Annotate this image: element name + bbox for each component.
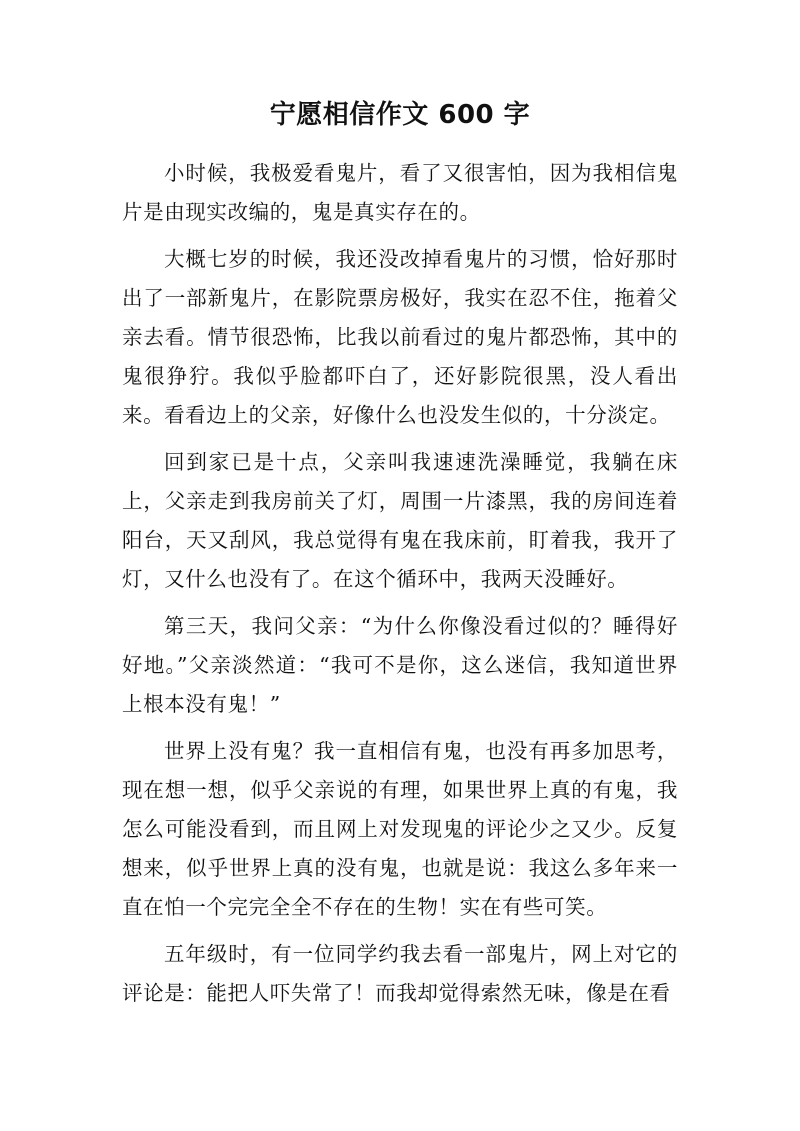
paragraph-2: 大概七岁的时候，我还没改掉看鬼片的习惯，恰好那时出了一部新鬼片，在影院票房极好，我实在忍不住，拖着父亲去看。情节很恐怖，比我以前看过的鬼片都恐怖，其中的鬼很狰狞。我似乎脸都吓白了，还好影院很黑，没人看出来。看看边上的父亲，好像什么也没发生似的，十分淡定。 <box>122 247 678 427</box>
paragraph-6: 五年级时，有一位同学约我去看一部鬼片，网上对它的评论是：能把人吓失常了！而我却觉得索然无味，像是在看 <box>122 942 678 1005</box>
paragraph-1: 小时候，我极爱看鬼片，看了又很害怕，因为我相信鬼片是由现实改编的，鬼是真实存在的。 <box>122 161 678 224</box>
paragraph-5: 世界上没有鬼？我一直相信有鬼，也没有再多加思考，现在想一想，似乎父亲说的有理，如果世界上真的有鬼，我怎么可能没看到，而且网上对发现鬼的评论少之又少。反复想来，似乎世界上真的没有鬼，也就是说：我这么多年来一直在怕一个完完全全不存在的生物！实在有些可笑。 <box>122 739 678 919</box>
document-title: 宁愿相信作文 600 字 <box>269 100 531 130</box>
paragraph-4: 第三天，我问父亲：“为什么你像没看过似的？睡得好好地。”父亲淡然道：“我可不是你，这么迷信，我知道世界上根本没有鬼！” <box>122 614 678 716</box>
paragraph-3: 回到家已是十点，父亲叫我速速洗澡睡觉，我躺在床上，父亲走到我房前关了灯，周围一片漆黑，我的房间连着阳台，天又刮风，我总觉得有鬼在我床前，盯着我，我开了灯，又什么也没有了。在这个循环中，我两天没睡好。 <box>122 450 678 591</box>
